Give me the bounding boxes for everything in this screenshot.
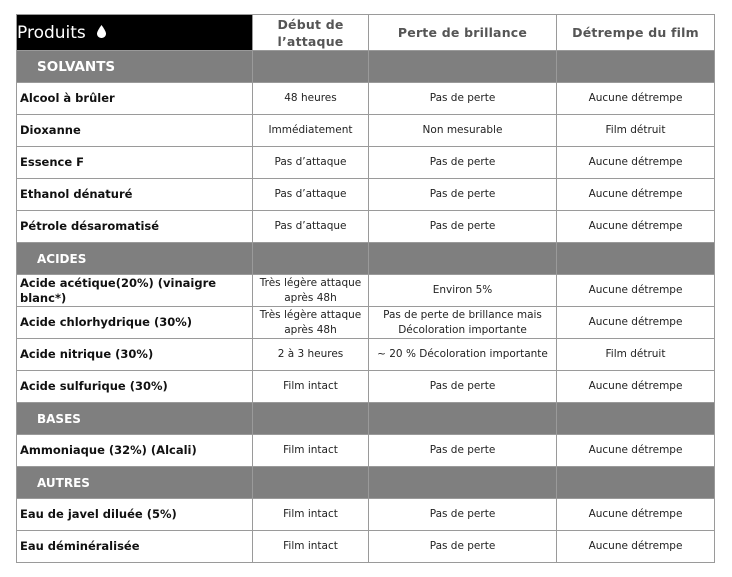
water-drop-icon bbox=[97, 23, 106, 43]
gloss-loss-value: Pas de perte bbox=[369, 211, 557, 243]
attack-start-value: Immédiatement bbox=[253, 115, 369, 147]
table-row bbox=[17, 83, 715, 115]
film-soaking-value: Aucune détrempe bbox=[557, 371, 715, 403]
table-row bbox=[17, 531, 715, 563]
film-soaking-value: Film détruit bbox=[557, 115, 715, 147]
gloss-loss-value: Pas de perte bbox=[369, 435, 557, 467]
attack-start-value: Film intact bbox=[253, 499, 369, 531]
gloss-loss-value: Pas de perte bbox=[369, 531, 557, 563]
product-name: Eau de javel diluée (5%) bbox=[17, 499, 253, 531]
gloss-loss-value: Pas de perte bbox=[369, 499, 557, 531]
product-name: Essence F bbox=[17, 147, 253, 179]
attack-start-value: Film intact bbox=[253, 435, 369, 467]
section-label: ACIDES bbox=[17, 243, 253, 275]
film-soaking-value: Aucune détrempe bbox=[557, 179, 715, 211]
table-row bbox=[17, 147, 715, 179]
film-soaking-value: Aucune détrempe bbox=[557, 211, 715, 243]
film-soaking-value: Aucune détrempe bbox=[557, 499, 715, 531]
product-name: Acide sulfurique (30%) bbox=[17, 371, 253, 403]
section-label: BASES bbox=[17, 403, 253, 435]
table-row bbox=[17, 307, 715, 339]
attack-start-value: 48 heures bbox=[253, 83, 369, 115]
film-soaking-value: Aucune détrempe bbox=[557, 147, 715, 179]
section-label: AUTRES bbox=[17, 467, 253, 499]
table-row bbox=[17, 211, 715, 243]
gloss-loss-value: Pas de perte de brillance mais Décoloration importante bbox=[369, 307, 557, 339]
product-name: Acide acétique(20%) (vinaigre blanc*) bbox=[17, 275, 253, 307]
product-name: Ethanol dénaturé bbox=[17, 179, 253, 211]
header-row bbox=[17, 15, 715, 51]
product-name: Acide chlorhydrique (30%) bbox=[17, 307, 253, 339]
film-soaking-value: Aucune détrempe bbox=[557, 83, 715, 115]
attack-start-value: Pas d’attaque bbox=[253, 147, 369, 179]
product-name: Ammoniaque (32%) (Alcali) bbox=[17, 435, 253, 467]
table-row bbox=[17, 435, 715, 467]
product-name: Eau déminéralisée bbox=[17, 531, 253, 563]
product-name: Pétrole désaromatisé bbox=[17, 211, 253, 243]
attack-start-value: Pas d’attaque bbox=[253, 211, 369, 243]
section-row-autres bbox=[17, 467, 715, 499]
gloss-loss-value: Pas de perte bbox=[369, 179, 557, 211]
chemical-resistance-table bbox=[16, 14, 715, 563]
attack-start-value: Film intact bbox=[253, 371, 369, 403]
product-name: Acide nitrique (30%) bbox=[17, 339, 253, 371]
table-row bbox=[17, 179, 715, 211]
gloss-loss-value: Environ 5% bbox=[369, 275, 557, 307]
gloss-loss-value: Pas de perte bbox=[369, 83, 557, 115]
attack-start-header: Début de l’attaque bbox=[253, 15, 369, 51]
attack-start-value: Très légère attaque après 48h bbox=[253, 307, 369, 339]
section-row-solvants bbox=[17, 51, 715, 83]
attack-start-value: 2 à 3 heures bbox=[253, 339, 369, 371]
film-soaking-value: Aucune détrempe bbox=[557, 435, 715, 467]
product-name: Dioxanne bbox=[17, 115, 253, 147]
section-row-acides bbox=[17, 243, 715, 275]
attack-start-value: Film intact bbox=[253, 531, 369, 563]
gloss-loss-value: ~ 20 % Décoloration importante bbox=[369, 339, 557, 371]
table-row bbox=[17, 371, 715, 403]
film-soaking-value: Aucune détrempe bbox=[557, 307, 715, 339]
table-row bbox=[17, 115, 715, 147]
attack-start-value: Très légère attaque après 48h bbox=[253, 275, 369, 307]
section-label: SOLVANTS bbox=[17, 51, 253, 83]
products-title: Produits bbox=[17, 22, 86, 43]
table-row bbox=[17, 499, 715, 531]
gloss-loss-value: Pas de perte bbox=[369, 147, 557, 179]
attack-start-value: Pas d’attaque bbox=[253, 179, 369, 211]
products-header-cell bbox=[17, 15, 253, 51]
film-soaking-value: Film détruit bbox=[557, 339, 715, 371]
product-name: Alcool à brûler bbox=[17, 83, 253, 115]
gloss-loss-value: Pas de perte bbox=[369, 371, 557, 403]
gloss-loss-value: Non mesurable bbox=[369, 115, 557, 147]
film-soaking-value: Aucune détrempe bbox=[557, 275, 715, 307]
film-soaking-header: Détrempe du film bbox=[557, 15, 715, 51]
table-row bbox=[17, 275, 715, 307]
table-row bbox=[17, 339, 715, 371]
section-row-bases bbox=[17, 403, 715, 435]
gloss-loss-header: Perte de brillance bbox=[369, 15, 557, 51]
film-soaking-value: Aucune détrempe bbox=[557, 531, 715, 563]
